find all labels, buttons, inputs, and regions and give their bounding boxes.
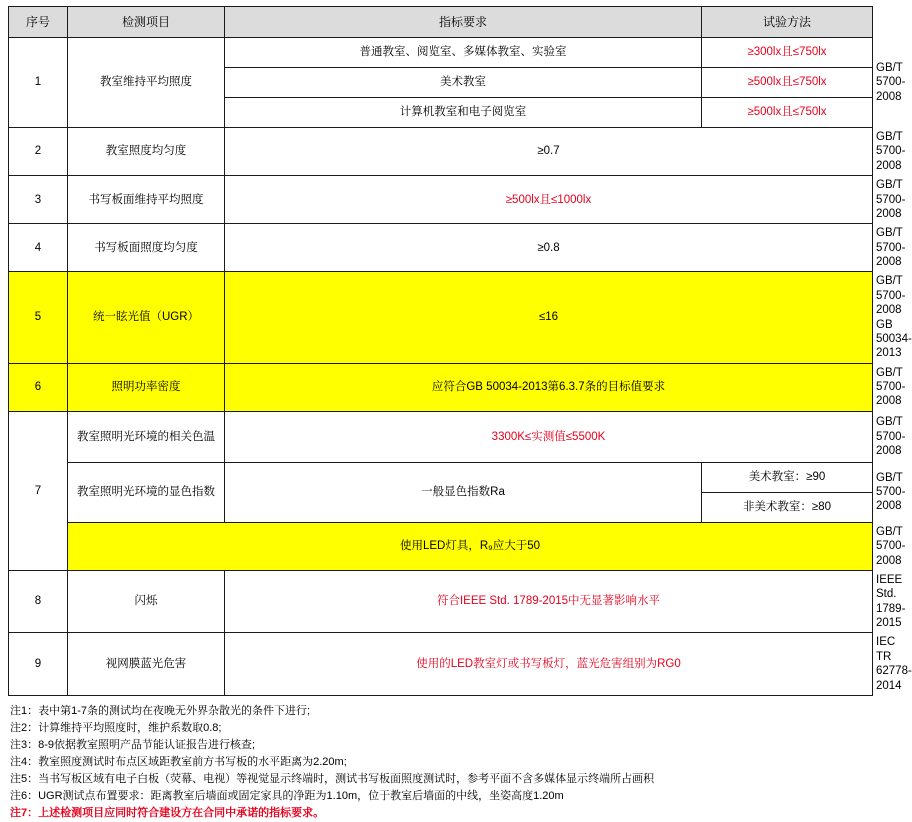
row6-item: 照明功率密度 [68,363,225,411]
row1-sub3-right: ≥500lx且≤750lx [702,98,873,128]
row5-req: ≤16 [225,272,873,363]
table-row: 3 书写板面维持平均照度 ≥500lx且≤1000lx GB/T 5700-2008 [9,176,873,224]
row3-no: 3 [9,176,68,224]
table-row: 使用LED灯具，R₉应大于50 GB/T 5700-2008 [9,522,873,570]
row7-req-b-right-2: 非美术教室：≥80 [702,492,873,522]
table-row: 4 书写板面照度均匀度 ≥0.8 GB/T 5700-2008 [9,224,873,272]
row1-sub3-left: 计算机教室和电子阅览室 [225,98,702,128]
table-body [9,38,912,696]
row3-item: 书写板面维持平均照度 [68,176,225,224]
row7-req-c: 使用LED灯具，R₉应大于50 [68,522,873,570]
header-cell-method: 试验方法 [702,7,873,38]
inspection-spec-table [8,6,912,696]
row4-req: ≥0.8 [225,224,873,272]
row8-req: 符合IEEE Std. 1789-2015中无显著影响水平 [225,570,873,633]
note-7: 注7：上述检测项目应同时符合建设方在合同中承诺的指标要求。 [10,807,325,820]
note-5: 注5：当书写板区域有电子白板（荧幕、电视）等视觉显示终端时，测试书写板面照度测试时，参考平面不含多媒体显示终端所占画积 [10,773,655,786]
table-row: 6 照明功率密度 应符合GB 50034-2013第6.3.7条的目标值要求 GB/T 5700-2008 [9,363,873,411]
header-cell-item: 检测项目 [68,7,225,38]
note-2: 注2：计算维持平均照度时，维护系数取0.8; [10,721,222,734]
row9-no: 9 [9,633,68,696]
row8-item: 闪烁 [68,570,225,633]
row1-sub2-left: 美术教室 [225,68,702,98]
note-6: 注6：UGR测试点布置要求：距离教室后墙面或固定家具的净距为1.10m，位于教室后墙面的中线，坐姿高度1.20m [10,790,564,803]
row7-req-a: 3300K≤实测值≤5500K [225,411,873,462]
row1-no: 1 [9,38,68,128]
row3-req: ≥500lx且≤1000lx [225,176,873,224]
note-4: 注4：教室照度测试时布点区域距教室前方书写板的水平距离为2.20m; [10,756,347,769]
row1-sub2-right: ≥500lx且≤750lx [702,68,873,98]
row8-no: 8 [9,570,68,633]
row6-req: 应符合GB 50034-2013第6.3.7条的目标值要求 [225,363,873,411]
row7-req-b-right-1: 美术教室：≥90 [702,462,873,492]
row1-sub1-left: 普通教室、阅览室、多媒体教室、实验室 [225,38,702,68]
row4-no: 4 [9,224,68,272]
table-header [9,7,873,38]
row5-no: 5 [9,272,68,363]
table-row: 7 教室照明光环境的相关色温 3300K≤实测值≤5500K GB/T 5700-2008 [9,411,873,462]
row2-no: 2 [9,128,68,176]
row2-item: 教室照度均匀度 [68,128,225,176]
table-row: 教室照明光环境的显色指数 一般显色指数Ra 美术教室：≥90 GB/T 5700-2008 [9,462,873,492]
table-row: 1 教室维持平均照度 普通教室、阅览室、多媒体教室、实验室 ≥300lx且≤750lx GB/T 5700-2008 [9,38,873,68]
row9-req: 使用的LED教室灯或书写板灯，蓝光危害组别为RG0 [225,633,873,696]
table-header-row [9,7,873,38]
row7-item-a: 教室照明光环境的相关色温 [68,411,225,462]
row5-item: 统一眩光值（UGR） [68,272,225,363]
row9-item: 视网膜蓝光危害 [68,633,225,696]
note-1: 注1：表中第1-7条的测试均在夜晚无外界杂散光的条件下进行; [10,704,311,717]
row7-no: 7 [9,411,68,570]
row1-sub1-right: ≥300lx且≤750lx [702,38,873,68]
table-row: 2 教室照度均匀度 ≥0.7 GB/T 5700-2008 [9,128,873,176]
note-3: 注3：8-9依据教室照明产品节能认证报告进行核查; [10,738,256,751]
row2-req: ≥0.7 [225,128,873,176]
notes-section [8,703,846,822]
row4-item: 书写板面照度均匀度 [68,224,225,272]
table-row: 9 视网膜蓝光危害 使用的LED教室灯或书写板灯，蓝光危害组别为RG0 IEC TR 62778-2014 [9,633,873,696]
row1-item: 教室维持平均照度 [68,38,225,128]
table-row: 8 闪烁 符合IEEE Std. 1789-2015中无显著影响水平 IEEE Std. 1789-2015 [9,570,873,633]
row7-item-b: 教室照明光环境的显色指数 [68,462,225,522]
header-cell-requirement: 指标要求 [225,7,702,38]
row7-req-b-left: 一般显色指数Ra [225,462,702,522]
header-cell-no: 序号 [9,7,68,38]
table-row: 5 统一眩光值（UGR） ≤16 GB/T 5700-2008 GB 50034-2013 [9,272,873,363]
row6-no: 6 [9,363,68,411]
